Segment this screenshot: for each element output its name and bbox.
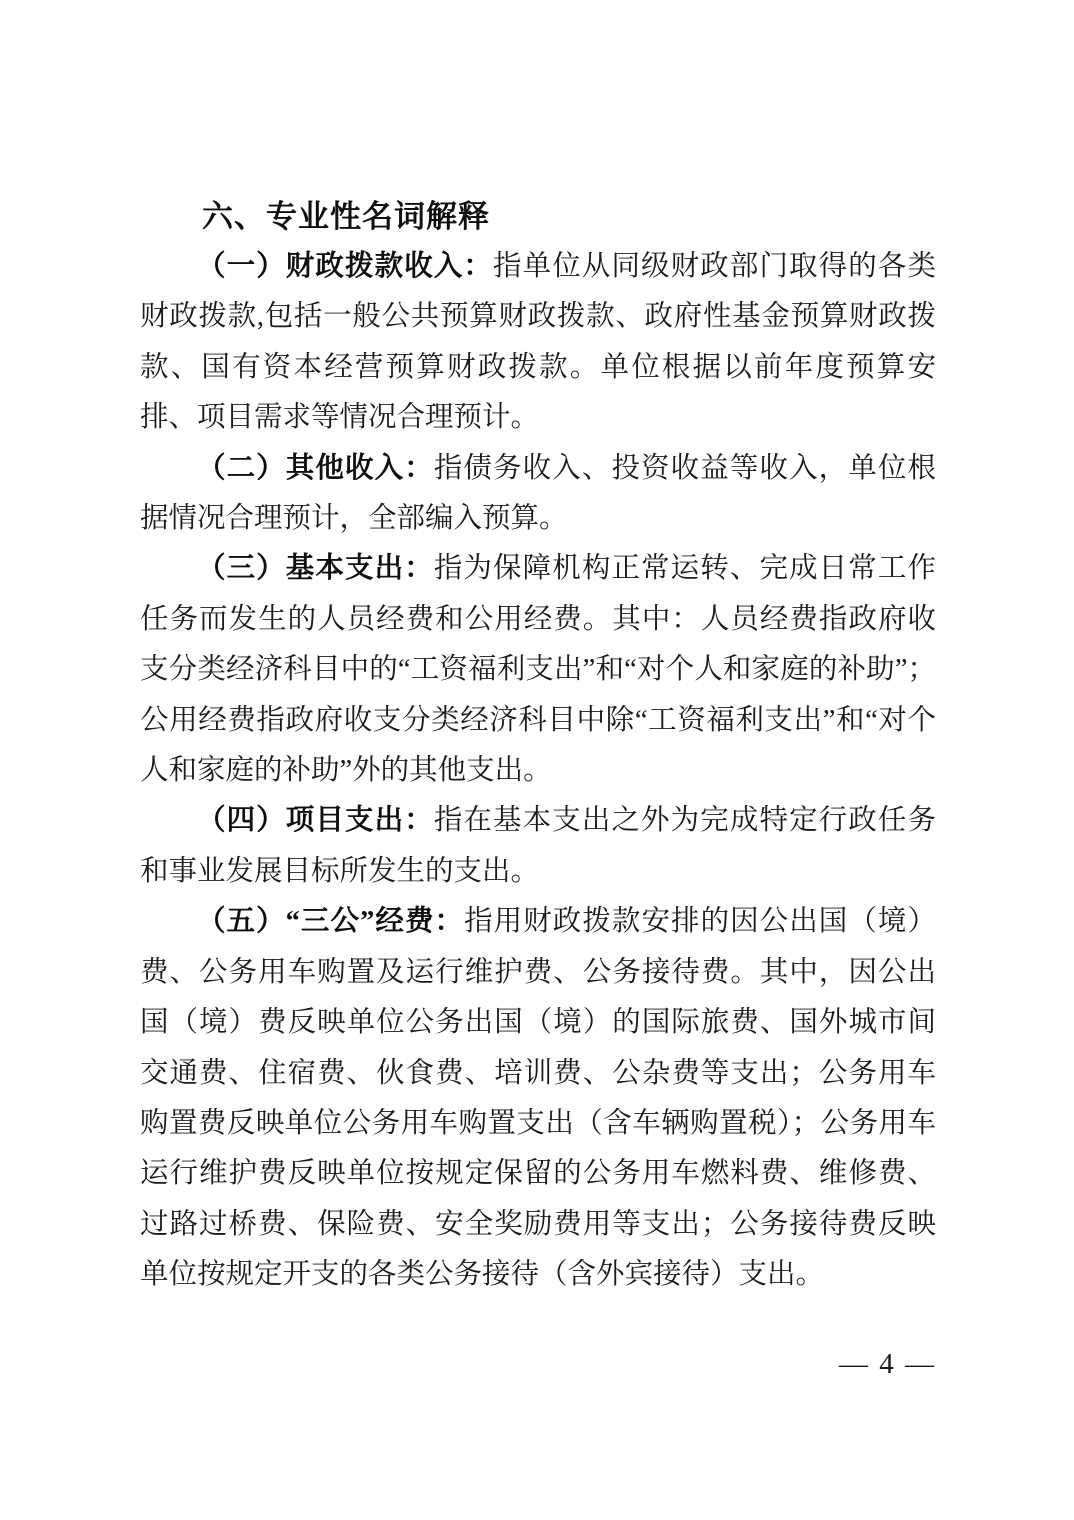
definition-paragraph-4: [140, 796, 936, 897]
definition-paragraph-3: [140, 544, 936, 796]
definition-paragraph-2: [140, 444, 936, 545]
term-definition-4: 指在基本支出之外为完成特定行政任务和事业发展目标所发生的支出。: [140, 805, 936, 887]
term-definition-2: 指债务收入、投资收益等收入，单位根据情况合理预计，全部编入预算。: [140, 452, 936, 535]
definition-paragraph-1: [140, 242, 936, 444]
term-label-2: （二）其他收入：: [197, 452, 434, 484]
term-definition-1: 指单位从同级财政部门取得的各类财政拨款,包括一般公共预算财政拨款、政府性基金预算财政拨款、国有资本经营预算财政拨款。单位根据以前年度预算安排、项目需求等情况合理预计。: [140, 251, 936, 434]
term-label-3: （三）基本支出：: [197, 553, 434, 585]
definition-paragraph-5: [140, 897, 936, 1300]
page-footer: [839, 1346, 936, 1382]
term-label-5: （五）“三公”经费：: [197, 906, 465, 938]
section-heading: 六、专业性名词解释: [202, 199, 490, 234]
term-label-1: （一）财政拨款收入：: [197, 251, 494, 282]
page-number: — 4 —: [839, 1348, 936, 1380]
document-body: [140, 192, 936, 1301]
term-definition-3: 指为保障机构正常运转、完成日常工作任务而发生的人员经费和公用经费。其中：人员经费指政府收支分类经济科目中的“工资福利支出”和“对个人和家庭的补助”；公用经费指政府收支分类经济科目中除“工资福利支出”和“对个人和家庭的补助”外的其他支出。: [140, 553, 936, 787]
term-definition-5: 指用财政拨款安排的因公出国（境）费、公务用车购置及运行维护费、公务接待费。其中，因公出国（境）费反映单位公务出国（境）的国际旅费、国外城市间交通费、住宿费、伙食费、培训费、公杂费等支出；公务用车购置费反映单位公务用车购置支出（含车辆购置税）；公务用车运行维护费反映单位按规定保留的公务用车燃料费、维修费、过路过桥费、保险费、安全奖励费用等支出；公务接待费反映单位按规定开支的各类公务接待（含外宾接待）支出。: [140, 906, 936, 1291]
term-label-4: （四）项目支出：: [197, 805, 434, 837]
